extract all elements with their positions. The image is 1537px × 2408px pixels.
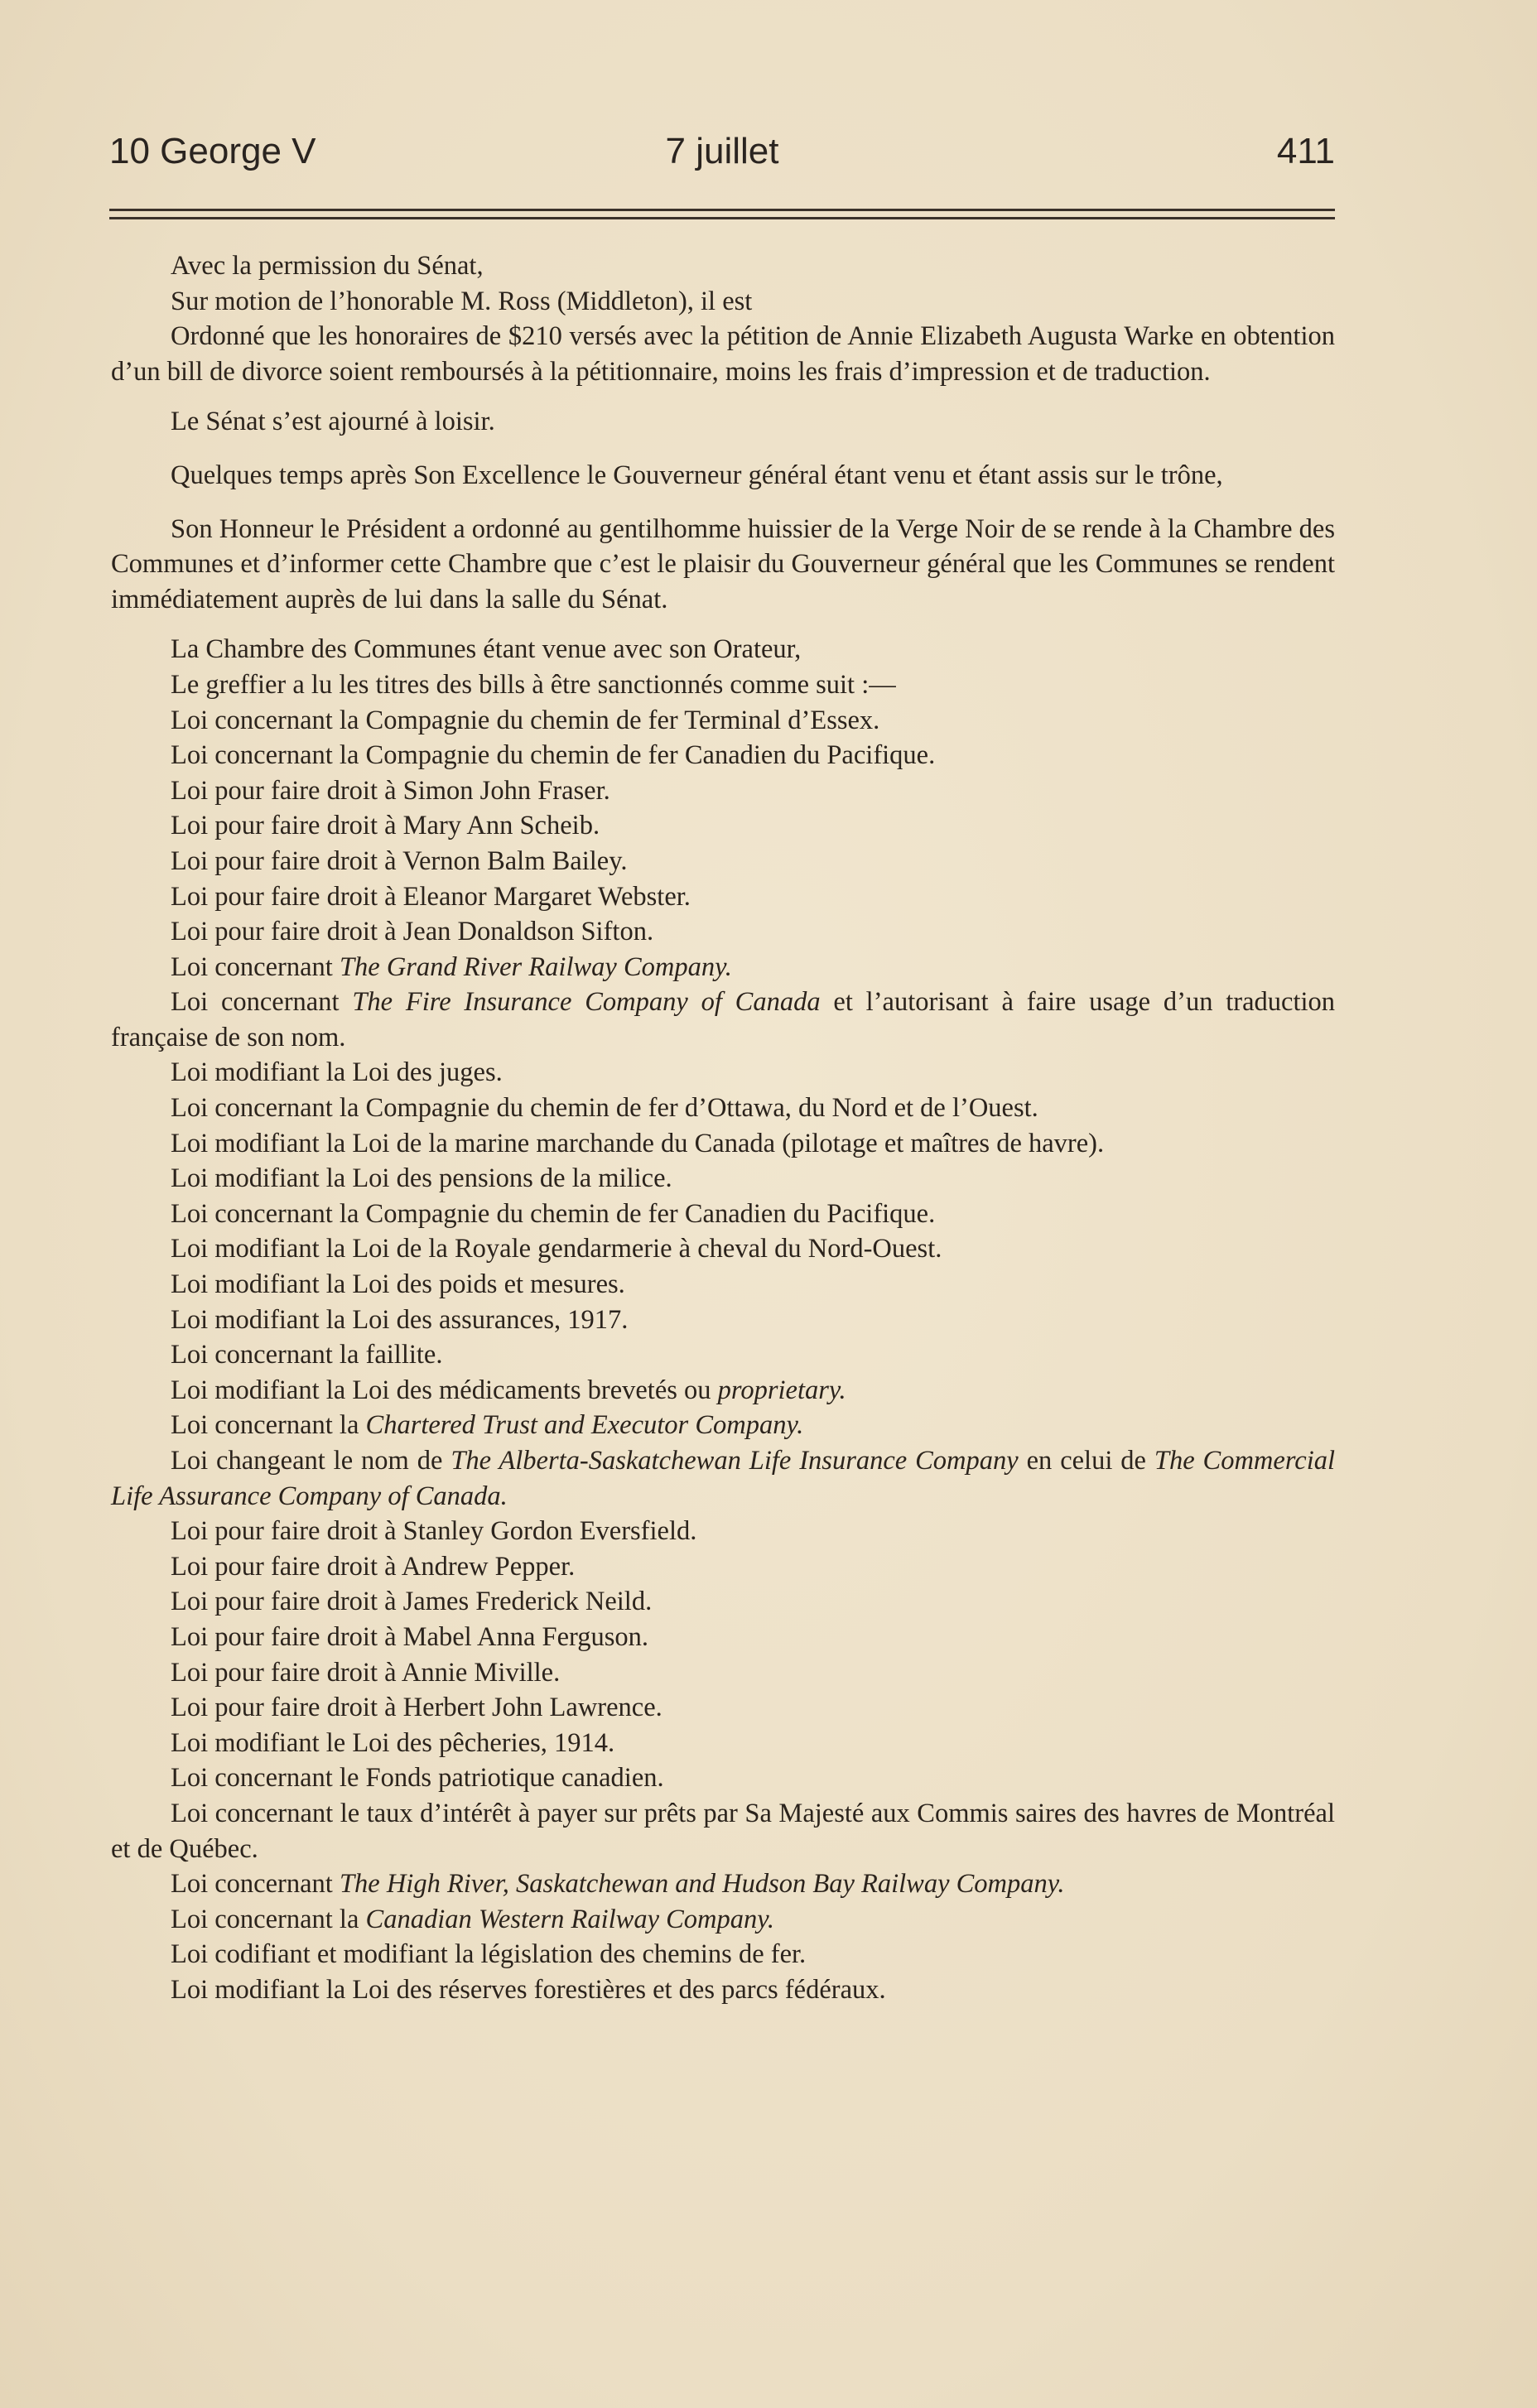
paragraph: Avec la permission du Sénat, <box>171 251 484 281</box>
bill-title: Loi concernant The Grand River Railway Company. <box>171 951 732 982</box>
bill-title: Loi modifiant la Loi des juges. <box>171 1057 503 1088</box>
bill-title: Loi modifiant la Loi des réserves forestières et des parcs fédéraux. <box>171 1974 886 2005</box>
bill-title: Loi concernant la Compagnie du chemin de fer d’Ottawa, du Nord et de l’Ouest. <box>171 1093 1038 1124</box>
bill-title: Loi concernant le taux d’intérêt à payer sur prêts par Sa Majesté aux Commis saires des havres de Montréal et de Québec. <box>111 1798 1335 1864</box>
bill-title: Loi pour faire droit à Stanley Gordon Eversfield. <box>171 1516 697 1547</box>
bill-title: Loi concernant le Fonds patriotique canadien. <box>171 1763 664 1794</box>
header-rule-top <box>109 209 1335 211</box>
bill-title: Loi pour faire droit à Mabel Anna Ferguson. <box>171 1621 649 1652</box>
bill-title: Loi pour faire droit à Eleanor Margaret Webster. <box>171 881 691 912</box>
header-rule-bottom <box>109 217 1335 219</box>
bill-title: Loi concernant The High River, Saskatchewan and Hudson Bay Railway Company. <box>171 1869 1065 1900</box>
bill-list <box>111 703 1335 2008</box>
bill-title: Loi modifiant la Loi de la marine marchande du Canada (pilotage et maîtres de havre). <box>171 1128 1105 1158</box>
running-header <box>109 131 1335 181</box>
bill-title: Loi modifiant la Loi des pensions de la milice. <box>171 1163 672 1194</box>
bill-title: Loi concernant la Canadian Western Railway Company. <box>171 1904 775 1934</box>
bill-title: Loi pour faire droit à Andrew Pepper. <box>171 1551 576 1582</box>
bill-title: Loi modifiant la Loi de la Royale gendarmerie à cheval du Nord-Ouest. <box>171 1234 942 1264</box>
bill-title: Loi pour faire droit à James Frederick Neild. <box>171 1587 653 1617</box>
bill-title: Loi modifiant la Loi des assurances, 1917. <box>171 1304 629 1335</box>
header-date: 7 juillet <box>665 131 779 171</box>
paragraph: Le Sénat s’est ajourné à loisir. <box>171 407 495 437</box>
bill-title: Loi concernant The Fire Insurance Company of Canada et l’autorisant à faire usage d’un traduction française de son nom. <box>111 987 1336 1052</box>
page-number: 411 <box>1276 131 1335 171</box>
paragraph: Le greffier a lu les titres des bills à être sanctionnés comme suit :— <box>171 669 896 700</box>
bill-title: Loi concernant la faillite. <box>171 1340 443 1370</box>
paragraph: Quelques temps après Son Excellence le Gouverneur général étant venu et étant assis sur le trône, <box>171 460 1223 490</box>
bill-title: Loi pour faire droit à Annie Miville. <box>171 1657 561 1688</box>
paragraph: La Chambre des Communes étant venue avec son Orateur, <box>171 634 802 665</box>
bill-title: Loi modifiant la Loi des médicaments brevetés ou proprietary. <box>171 1375 846 1405</box>
bill-title: Loi changeant le nom de The Alberta-Saskatchewan Life Insurance Company en celui de The Commercial Life Assurance Company of Canada. <box>111 1446 1336 1511</box>
bill-title: Loi concernant la Compagnie du chemin de fer Terminal d’Essex. <box>171 705 880 735</box>
bill-title: Loi concernant la Compagnie du chemin de fer Canadien du Pacifique. <box>171 740 936 771</box>
bill-title: Loi pour faire droit à Herbert John Lawrence. <box>171 1693 662 1723</box>
bill-title: Loi concernant la Compagnie du chemin de fer Canadien du Pacifique. <box>171 1198 936 1229</box>
bill-title: Loi modifiant le Loi des pêcheries, 1914. <box>171 1727 615 1758</box>
bill-title: Loi modifiant la Loi des poids et mesures. <box>171 1269 625 1300</box>
bill-title: Loi pour faire droit à Vernon Balm Bailey. <box>171 845 628 876</box>
header-regnal-year: 10 George V <box>109 131 316 171</box>
paragraph: Son Honneur le Président a ordonné au gentilhomme huissier de la Verge Noir de se rende à la Chambre des Communes et d’informer cette Chambre que c’est le plaisir du Gouverneur général que les Communes se rendent immédiatement auprès de lui dans la salle du Sénat. <box>111 513 1335 614</box>
bill-title: Loi pour faire droit à Mary Ann Scheib. <box>171 811 600 841</box>
bill-title: Loi codifiant et modifiant la législation des chemins de fer. <box>171 1939 807 1970</box>
paragraph: Ordonné que les honoraires de $210 versés avec la pétition de Annie Elizabeth Augusta Warke en obtention d’un bill de divorce soient remboursés à la pétitionnaire, moins les frais d’impression et de traduction. <box>111 321 1335 387</box>
page-body <box>111 248 1335 2008</box>
bill-title: Loi pour faire droit à Simon John Fraser. <box>171 775 610 806</box>
paragraph: Sur motion de l’honorable M. Ross (Middleton), il est <box>171 286 753 316</box>
bill-title: Loi pour faire droit à Jean Donaldson Sifton. <box>171 917 654 947</box>
bill-title: Loi concernant la Chartered Trust and Executor Company. <box>171 1410 804 1441</box>
